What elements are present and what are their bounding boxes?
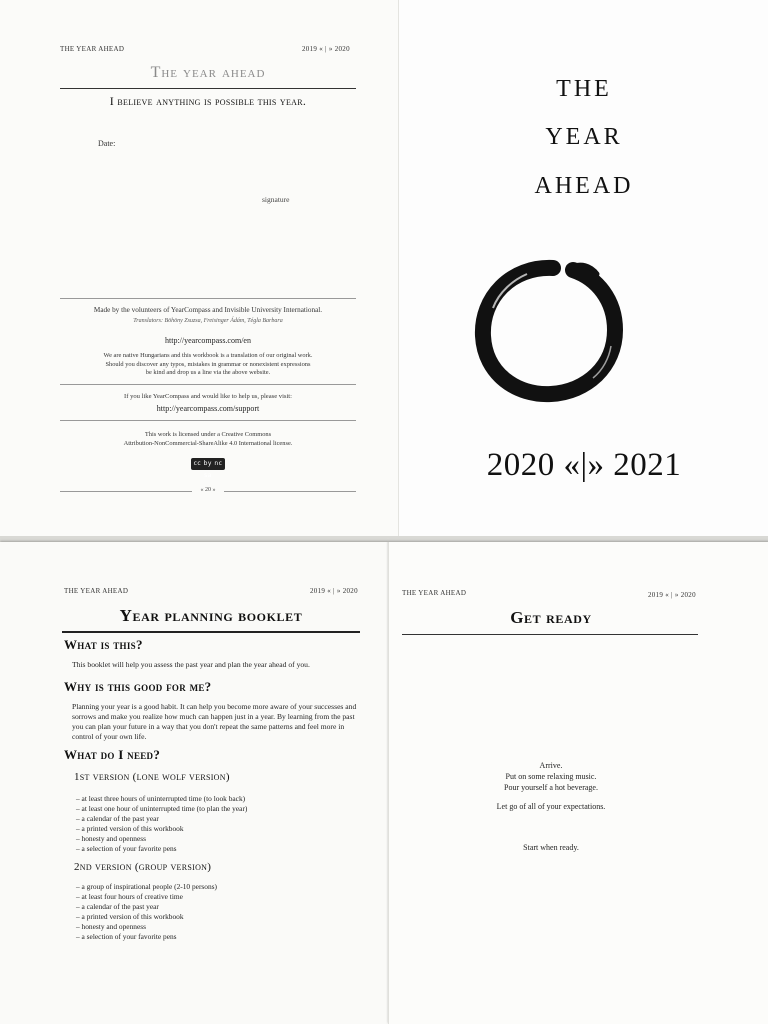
footer-rule-right [224,491,356,492]
list-item: – a selection of your favorite pens [76,931,177,941]
section-heading-why: Why is this good for me? [64,679,212,694]
section-heading-need: What do I need? [64,747,161,762]
title-rule [60,88,356,89]
instruction-line: Put on some relaxing music. [505,772,597,781]
list-item: – a selection of your favorite pens [76,843,177,853]
license-text [60,431,356,448]
cover-title-line-1: THE [556,76,612,102]
title-rule [402,634,698,635]
version-1-heading: 1st version (lone wolf version) [74,771,230,783]
page-cover [398,0,768,536]
note-line: be kind and drop us a line via the above website. [145,369,271,377]
list-item: – a calendar of the past year [76,901,159,911]
list-item: – a printed version of this workbook [76,823,184,833]
note-line: We are native Hungarians and this workbook is a translation of our original work. [103,352,313,359]
list-item: – honesty and openness [76,921,146,931]
website-link[interactable]: http://yearcompass.com/en [165,336,251,345]
running-header-years: 2019 « | » 2020 [302,45,350,53]
instructions [402,760,700,793]
running-header: THE YEAR AHEAD [402,589,467,597]
title-rule [62,631,360,633]
belief-statement: I believe anything is possible this year. [109,94,307,108]
signature-label: signature [262,195,290,204]
running-header: THE YEAR AHEAD [64,587,129,595]
license-line: Attribution-NonCommercial-ShareAlike 4.0 International license. [123,439,293,447]
cover-title-line-3: AHEAD [534,173,634,199]
page-title: The year ahead [150,64,266,81]
license-line: This work is licensed under a Creative Commons [144,431,272,438]
cc-license-badge[interactable]: cc by nc sa [191,458,225,470]
list-item: – a calendar of the past year [76,813,159,823]
list-item: – at least four hours of creative time [76,891,183,901]
list-item: – a group of inspirational people (2-10 persons) [76,882,218,891]
page-signature [0,0,398,536]
date-label: Date: [98,139,116,148]
list-item: – honesty and openness [76,833,146,843]
instruction-line: Pour yourself a hot beverage. [504,783,598,792]
divider [60,420,356,421]
footer-rule-left [60,491,192,492]
credits: Made by the volunteers of YearCompass and Invisible University International. [93,306,323,314]
page-title: Get ready [510,608,592,627]
running-header: THE YEAR AHEAD [60,45,125,53]
divider [60,384,356,385]
divider [60,298,356,299]
version-1-list [76,794,356,853]
translation-note [60,352,356,378]
start-line: Start when ready. [523,843,579,852]
translators: Translators: Böhöny Zsuzsa, Freisinger Ádám, Tégla Barbara [133,318,283,324]
page-title: Year planning booklet [119,606,303,625]
running-header-years: 2019 « | » 2020 [648,591,696,599]
version-2-heading: 2nd version (group version) [74,861,212,873]
list-item: – at least one hour of uninterrupted time (to plan the year) [76,803,248,813]
cover-title-line-2: YEAR [545,124,623,150]
support-text: If you like YearCompass and would like to help us, please visit: [124,393,292,400]
enso-circle-icon [469,254,629,406]
note-line: Should you discover any typos, mistakes in grammar or nonexistent expressions [105,360,311,368]
cover-years: 2020 «|» 2021 [486,447,682,483]
list-item: – at least three hours of uninterrupted time (to look back) [76,794,246,803]
list-item: – a printed version of this workbook [76,911,184,921]
section-heading-what: What is this? [64,637,143,652]
version-2-list [76,882,356,941]
section-text-why: Planning your year is a good habit. It can help you become more aware of your successes and sorrows and make you realize how much can happen just in a year. By learning from the past you can plan your future in a way that you don't repeat the same patterns and feel more in control of your own life. [72,702,357,741]
let-go-line: Let go of all of your expectations. [496,802,606,811]
running-header-years: 2019 « | » 2020 [310,587,358,595]
page-number: « 20 » [200,487,216,493]
section-text-what: This booklet will help you assess the past year and plan the year ahead of you. [72,660,310,669]
instruction-line: Arrive. [539,761,563,770]
support-link[interactable]: http://yearcompass.com/support [156,404,260,413]
